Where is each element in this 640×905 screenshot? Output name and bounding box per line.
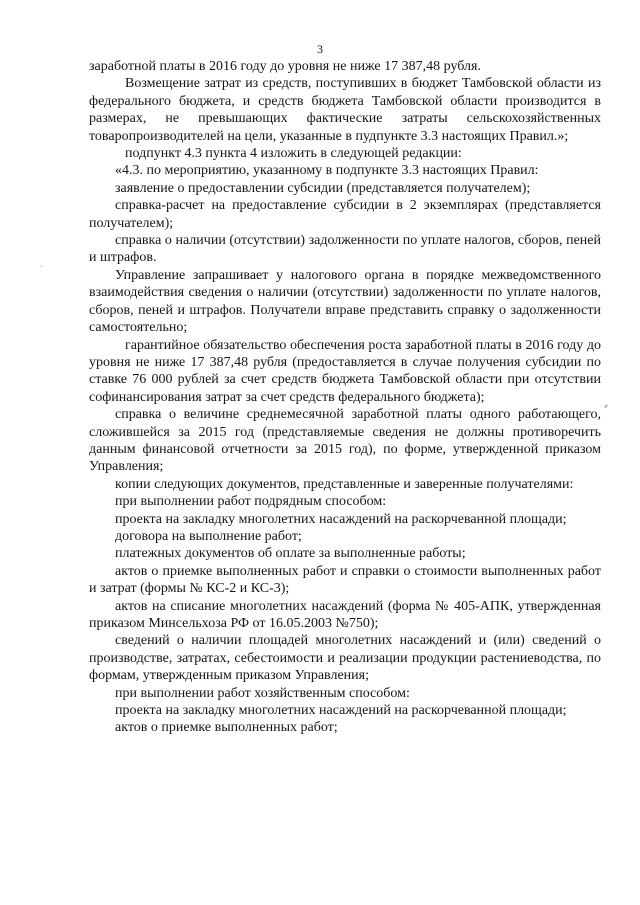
document-body	[89, 58, 601, 737]
paragraph-payment-documents: платежных документов об оплате за выполненные работы;	[115, 546, 466, 562]
paragraph-salary-guarantee: гарантийное обязательство обеспечения роста заработной платы в 2016 году до уровня не ниже 17 387,48 рубля (предоставляется в случае получения субсидии по ставке 76 000 рублей за счет средств бюджета Тамбовской области при отсутствии софинансирования затрат за счет средств федерального бюджета);	[89, 337, 601, 405]
paragraph-planting-project: проекта на закладку многолетних насаждений на раскорчеванной площади;	[115, 511, 567, 527]
paragraph-work-contract: договора на выполнение работ;	[115, 528, 302, 544]
paragraph-application: заявление о предоставлении субсидии (представляется получателем);	[115, 180, 531, 196]
paragraph-calculation-certificate: справка-расчет на предоставление субсидии в 2 экземплярах (представляется получателем);	[89, 198, 601, 231]
paragraph-tax-debt-certificate: справка о наличии (отсутствии) задолженности по уплате налогов, сборов, пеней и штрафов.	[89, 233, 601, 266]
paragraph-cost-reimbursement: Возмещение затрат из средств, поступивших в бюджет Тамбовской области из федерального бюджета, и средств бюджета Тамбовской области производится в размерах, не превышающих фактические затраты сельскохозяйственных товаропроизводителей на цели, указанные в пудпункте 3.3 настоящих Правил.»;	[89, 76, 601, 144]
paragraph-clause-4-3: «4.3. по мероприятию, указанному в подпункте 3.3 настоящих Правил:	[115, 163, 539, 179]
paragraph-acceptance-acts: актов о приемке выполненных работ и справки о стоимости выполненных работ и затрат (формы № КС-2 и КС-3);	[89, 563, 601, 597]
paragraph-document-copies: копии следующих документов, представленные и заверенные получателями:	[115, 476, 574, 492]
paragraph-own-method: при выполнении работ хозяйственным способом:	[115, 685, 410, 701]
paragraph-average-salary: справка о величине среднемесячной заработной платы одного работающего, сложившейся за 2015 год (представляемые сведения не должны противоречить данным финансовой отчетности за 2015 год), по форме, утвержденной приказом Управления;	[89, 407, 601, 475]
paragraph-acceptance-acts-2: актов о приемке выполненных работ;	[115, 720, 338, 736]
paragraph-subclause-4-3-intro: подпункт 4.3 пункта 4 изложить в следующей редакции:	[125, 146, 462, 162]
paragraph-salary-level: заработной платы в 2016 году до уровня не ниже 17 387,48 рубля.	[89, 59, 481, 74]
paragraph-planting-project-2: проекта на закладку многолетних насаждений на раскорчеванной площади;	[115, 703, 567, 719]
paragraph-write-off-acts: актов на списание многолетних насаждений (форма № 405-АПК, утвержденная приказом Минсельхоза РФ от 16.05.2003 №750);	[89, 598, 601, 631]
margin-mark: ⸗	[604, 398, 608, 412]
paragraph-plantation-info: сведений о наличии площадей многолетних насаждений и (или) сведений о производстве, затратах, себестоимости и реализации продукции растениеводства, по формам, утвержденным приказом Управления;	[89, 633, 601, 684]
page-number: 3	[317, 42, 323, 56]
scan-dot: ·	[40, 262, 43, 271]
paragraph-interagency-request: Управление запрашивает у налогового органа в порядке межведомственного взаимодействия сведения о наличии (отсутствии) задолженности по уплате налогов, сборов, пеней и штрафов. Получатели вправе представить справку о задолженности самостоятельно;	[89, 267, 601, 336]
paragraph-contract-method: при выполнении работ подрядным способом:	[115, 494, 387, 510]
